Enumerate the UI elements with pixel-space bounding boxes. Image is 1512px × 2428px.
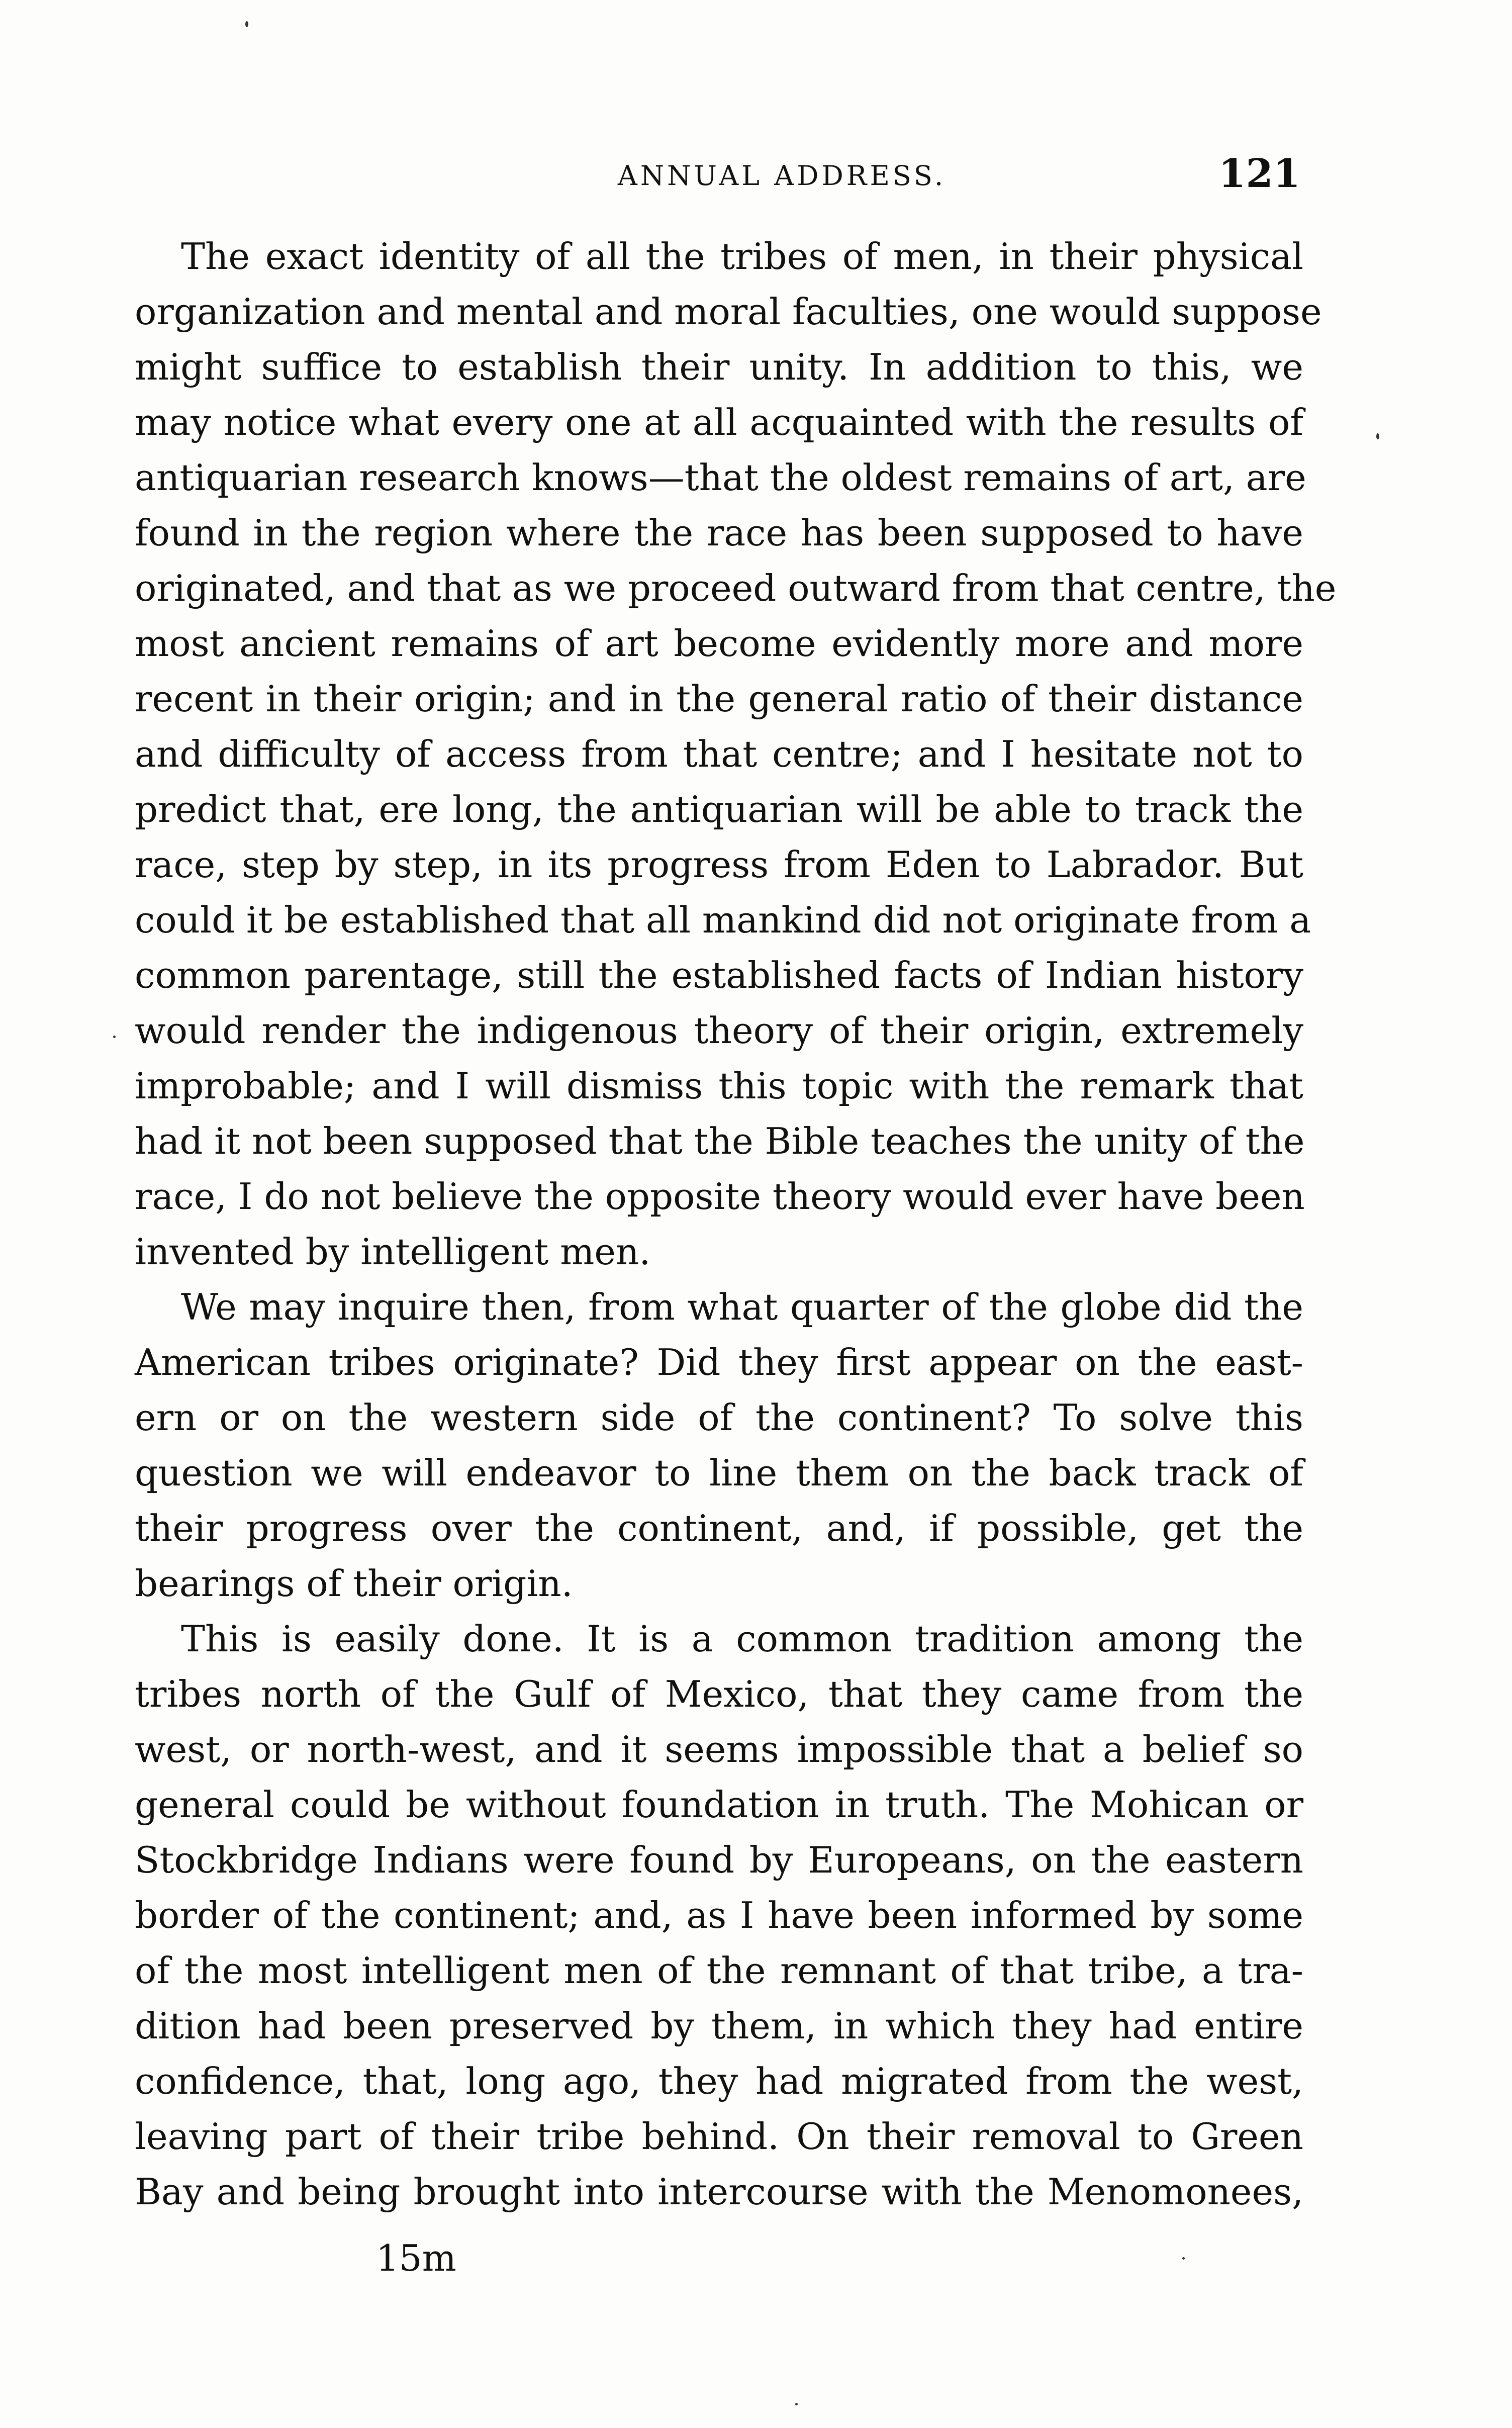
text-line: originated, and that as we proceed outward from that centre, the xyxy=(135,567,1337,609)
paper-speck xyxy=(1376,433,1379,439)
text-line: organization and mental and moral faculties, one would suppose xyxy=(135,291,1322,333)
text-line: tribes north of the Gulf of Mexico, that they came from the xyxy=(135,1673,1303,1715)
text-line: and difficulty of access from that centre; and I hesitate not to xyxy=(135,733,1303,775)
text-line: would render the indigenous theory of their origin, extremely xyxy=(135,1009,1303,1052)
text-line: race, step by step, in its progress from Eden to Labrador. But xyxy=(135,844,1303,886)
text-line: most ancient remains of art become evidently more and more xyxy=(135,622,1303,665)
text-line: their progress over the continent, and, if possible, get the xyxy=(135,1507,1303,1549)
paper-speck xyxy=(245,21,248,27)
text-line: question we will endeavor to line them on the back track of xyxy=(135,1452,1303,1494)
text-line: border of the continent; and, as I have been informed by some xyxy=(135,1894,1303,1936)
text-line: of the most intelligent men of the remnant of that tribe, a tra- xyxy=(135,1949,1303,1992)
paper-speck xyxy=(795,2403,798,2405)
text-line: common parentage, still the established facts of Indian history xyxy=(135,954,1303,996)
text-line: bearings of their origin. xyxy=(135,1562,573,1605)
text-line: dition had been preserved by them, in which they had entire xyxy=(135,2005,1303,2047)
page-header xyxy=(135,151,1303,206)
body-text xyxy=(135,229,1337,2219)
text-line: American tribes originate? Did they first appear on the east- xyxy=(135,1341,1303,1383)
text-line: invented by intelligent men. xyxy=(135,1231,651,1273)
text-line: ern or on the western side of the continent? To solve this xyxy=(135,1396,1303,1439)
text-line: Stockbridge Indians were found by Europeans, on the eastern xyxy=(135,1839,1303,1881)
text-line: We may inquire then, from what quarter of the globe did the xyxy=(181,1286,1303,1328)
text-line: found in the region where the race has been supposed to have xyxy=(135,512,1303,554)
text-line: had it not been supposed that the Bible teaches the unity of the xyxy=(135,1120,1305,1162)
text-line: confidence, that, long ago, they had migrated from the west, xyxy=(135,2060,1303,2102)
text-line: west, or north-west, and it seems impossible that a belief so xyxy=(135,1728,1303,1770)
paper-speck xyxy=(113,1036,116,1038)
text-line: may notice what every one at all acquainted with the results of xyxy=(135,401,1303,443)
page-number: 121 xyxy=(1218,151,1300,197)
text-line: could it be established that all mankind did not originate from a xyxy=(135,899,1311,941)
text-line: antiquarian research knows—that the oldest remains of art, are xyxy=(135,456,1306,499)
text-line: might suffice to establish their unity. In addition to this, we xyxy=(135,346,1303,388)
text-line: Bay and being brought into intercourse with the Menomonees, xyxy=(135,2171,1303,2213)
running-head: ANNUAL ADDRESS. xyxy=(617,160,947,192)
text-line: The exact identity of all the tribes of men, in their physical xyxy=(181,235,1303,277)
text-line: This is easily done. It is a common tradition among the xyxy=(181,1618,1303,1660)
text-line: leaving part of their tribe behind. On their removal to Green xyxy=(135,2115,1303,2158)
text-line: general could be without foundation in truth. The Mohican or xyxy=(135,1784,1303,1826)
paper-speck xyxy=(1182,2257,1185,2260)
text-line: recent in their origin; and in the general ratio of their distance xyxy=(135,678,1303,720)
text-line: improbable; and I will dismiss this topic with the remark that xyxy=(135,1065,1303,1107)
text-line: predict that, ere long, the antiquarian will be able to track the xyxy=(135,788,1303,830)
text-line: race, I do not believe the opposite theory would ever have been xyxy=(135,1175,1305,1218)
signature-mark: 15m xyxy=(376,2237,456,2279)
